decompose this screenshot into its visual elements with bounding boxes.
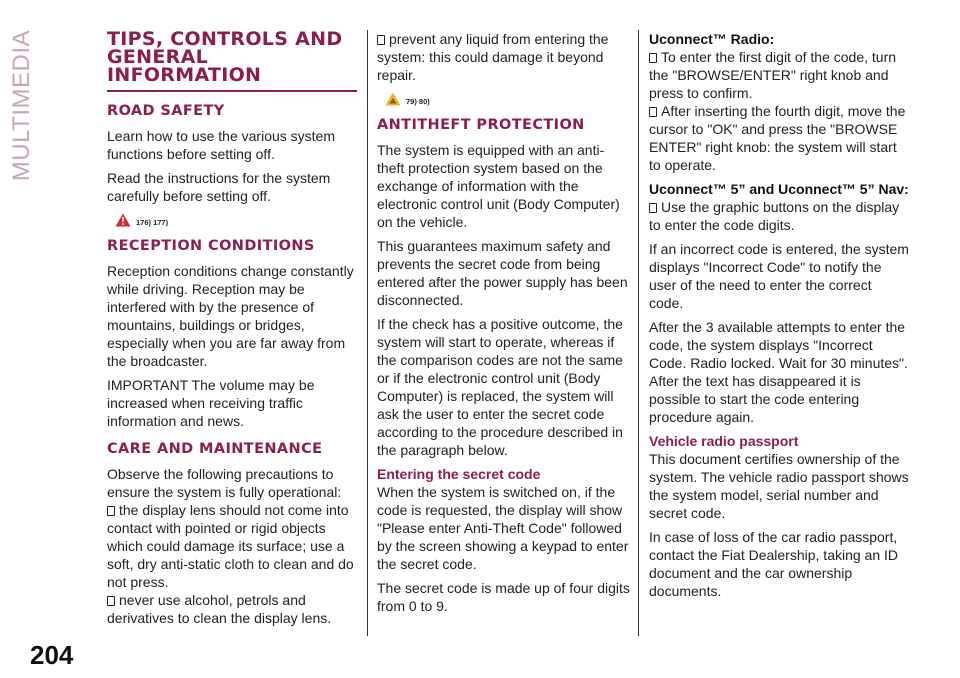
- square-bullet-icon: [377, 35, 385, 45]
- reception-section: [107, 239, 357, 430]
- antitheft-paragraph-3: If the check has a positive outcome, the system will start to operate, whereas if the comparison codes are not the same or if the electronic control unit (Body Computer) is replaced, the system will ask the user to enter the secret code according to the procedure described in the paragraph below.: [377, 316, 623, 458]
- reception-paragraph-2: IMPORTANT The volume may be increased when receiving traffic information and news.: [107, 377, 315, 429]
- warning-reference: [115, 213, 357, 227]
- column-divider-1: [367, 30, 368, 636]
- list-item-text: the display lens should not come into contact with pointed or rigid objects which could damage its surface; use a soft, dry anti-static cloth to clean and do not press.: [107, 502, 354, 590]
- radio-passport-heading: Vehicle radio passport: [649, 433, 799, 449]
- list-item: [649, 48, 909, 102]
- radio-passport-section: [649, 432, 909, 600]
- list-item-text: To enter the first digit of the code, turn the "BROWSE/ENTER" right knob and press to confirm.: [649, 49, 897, 101]
- list-item: [649, 198, 909, 234]
- road-safety-paragraph-2: Read the instructions for the system carefully before setting off.: [107, 170, 331, 204]
- list-item-text: prevent any liquid from entering the system: this could damage it beyond repair.: [377, 31, 609, 83]
- radio-passport-paragraph-1: This document certifies ownership of the system. The vehicle radio passport shows the system model, serial number and secret code.: [649, 451, 909, 521]
- list-item-text: Use the graphic buttons on the display to enter the code digits.: [649, 199, 900, 233]
- square-bullet-icon: [107, 596, 115, 606]
- secret-code-section: [377, 465, 630, 615]
- secret-code-heading: Entering the secret code: [377, 466, 541, 482]
- page-number: 204: [30, 640, 74, 670]
- secret-code-paragraph-1: When the system is switched on, if the code is requested, the display will show "Please enter Anti-Theft Code" followed by the screen showing a keypad to enter the secret code.: [377, 484, 629, 572]
- road-safety-paragraph-1: Learn how to use the various system functions before setting off.: [107, 128, 336, 162]
- incorrect-code-paragraph: If an incorrect code is entered, the system displays "Incorrect Code" to notify the user of the need to enter the correct code.: [649, 241, 909, 311]
- list-item-text: After inserting the fourth digit, move the cursor to "OK" and press the "BROWSE ENTER" right knob: the system will start to operate.: [649, 103, 906, 173]
- warning-triangle-icon: [115, 213, 131, 227]
- list-item: [107, 591, 357, 627]
- antitheft-paragraph-1: The system is equipped with an anti-theft protection system based on the exchange of information with the electronic control unit (Body Computer) on the vehicle.: [377, 142, 620, 230]
- column-divider-2: [638, 30, 639, 636]
- care-paragraph: Observe the following precautions to ensure the system is fully operational:: [107, 466, 342, 500]
- radio-passport-paragraph-2: In case of loss of the car radio passport, contact the Fiat Dealership, taking an ID document and the car ownership documents.: [649, 529, 899, 599]
- column-3: [649, 30, 909, 606]
- list-item: [377, 30, 630, 84]
- page-title: TIPS, CONTROLS AND GENERAL INFORMATION: [107, 30, 357, 92]
- list-item: [649, 102, 909, 174]
- column-1: [107, 30, 357, 627]
- list-item-text: never use alcohol, petrols and derivatives to clean the display lens.: [107, 592, 332, 626]
- reception-paragraph-1: Reception conditions change constantly while driving. Reception may be interfered with by the presence of mountains, buildings or bridges, especially when you are far away from the broadcaster.: [107, 263, 354, 369]
- secret-code-paragraph-2: The secret code is made up of four digits from 0 to 9.: [377, 580, 630, 614]
- uconnect-radio-heading: Uconnect™ Radio:: [649, 31, 775, 47]
- antitheft-paragraph-2: This guarantees maximum safety and prevents the secret code from being entered after the power supply has been disconnected.: [377, 238, 628, 308]
- square-bullet-icon: [649, 203, 657, 213]
- antitheft-section: [377, 118, 630, 459]
- care-heading: CARE AND MAINTENANCE: [107, 441, 323, 457]
- antitheft-heading: ANTITHEFT PROTECTION: [377, 117, 585, 133]
- column-2: [377, 30, 630, 621]
- square-bullet-icon: [107, 506, 115, 516]
- list-item: [107, 501, 357, 591]
- caution-triangle-icon: [385, 92, 401, 106]
- square-bullet-icon: [649, 53, 657, 63]
- road-safety-heading: ROAD SAFETY: [107, 103, 225, 119]
- road-safety-section: [107, 104, 357, 227]
- uconnect-nav-heading: Uconnect™ 5” and Uconnect™ 5” Nav:: [649, 181, 909, 197]
- caution-reference: [385, 92, 630, 106]
- square-bullet-icon: [649, 107, 657, 117]
- reception-heading: RECEPTION CONDITIONS: [107, 238, 315, 254]
- section-side-label: [8, 30, 35, 182]
- caution-reference-numbers: 79) 80): [406, 97, 430, 106]
- care-section: [107, 442, 357, 627]
- warning-reference-numbers: 176) 177): [136, 218, 169, 227]
- section-side-label-text: MULTIMEDIA: [8, 30, 35, 182]
- attempts-paragraph: After the 3 available attempts to enter the code, the system displays "Incorrect Code. Radio locked. Wait for 30 minutes". After the text has disappeared it is possible to start the code entering procedure again.: [649, 319, 908, 425]
